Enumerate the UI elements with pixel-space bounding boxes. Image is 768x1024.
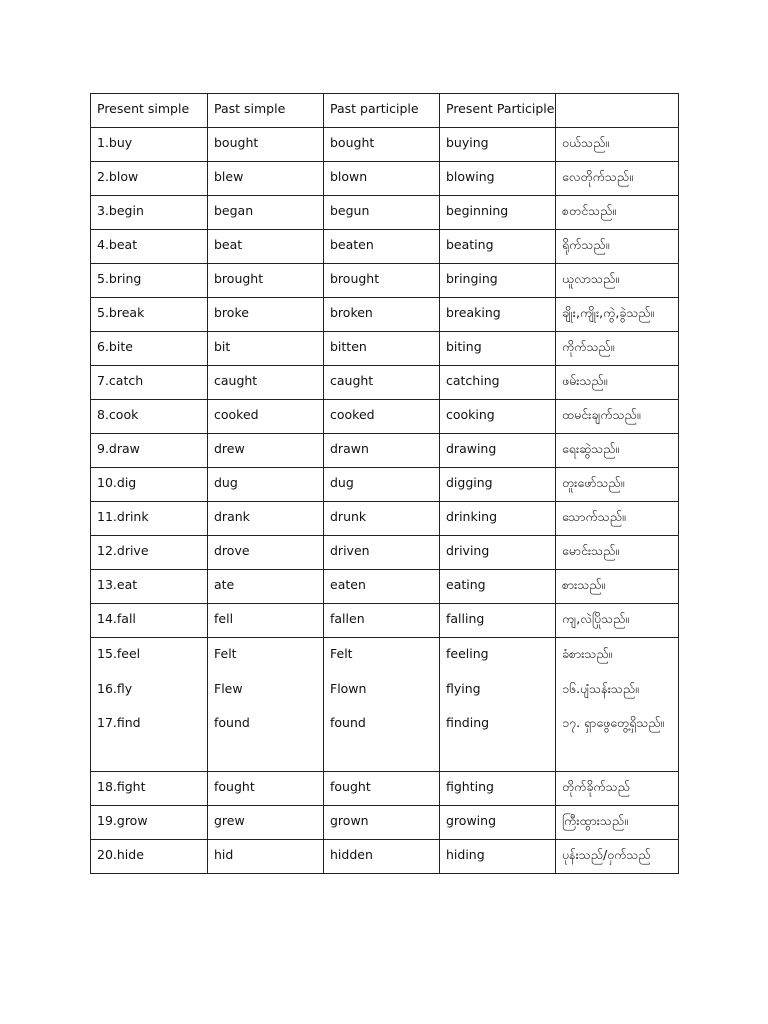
- cell-line: 16.fly: [97, 680, 133, 696]
- cell-past-participle: brought: [324, 264, 440, 298]
- cell-line: Flown: [330, 680, 367, 696]
- cell-past-participle: cooked: [324, 400, 440, 434]
- cell-present-participle: catching: [440, 366, 556, 400]
- cell-past-participle: [324, 638, 440, 772]
- cell-line: ၁၆.ပျံသန်းသည်။: [562, 680, 639, 696]
- cell-past-simple: bit: [208, 332, 324, 366]
- cell-past-simple: blew: [208, 162, 324, 196]
- cell-present-participle: bringing: [440, 264, 556, 298]
- cell-translation: ယူလာသည်။: [556, 264, 679, 298]
- cell-present-simple: 5.bring: [91, 264, 208, 298]
- table-row: [91, 298, 679, 332]
- table-row: [91, 502, 679, 536]
- cell-past-simple: dug: [208, 468, 324, 502]
- header-cell-translation: [556, 94, 679, 128]
- table-row: [91, 332, 679, 366]
- cell-line: ခံစားသည်။: [562, 646, 613, 661]
- cell-translation: ရိုက်သည်။: [556, 230, 679, 264]
- cell-present-simple: 9.draw: [91, 434, 208, 468]
- cell-translation: စတင်သည်။: [556, 196, 679, 230]
- cell-past-participle: bitten: [324, 332, 440, 366]
- cell-line: finding: [446, 715, 490, 730]
- cell-present-participle: drawing: [440, 434, 556, 468]
- cell-past-simple: drew: [208, 434, 324, 468]
- cell-present-participle: breaking: [440, 298, 556, 332]
- cell-translation: စားသည်။: [556, 570, 679, 604]
- cell-present-simple: 20.hide: [91, 840, 208, 874]
- cell-past-simple: brought: [208, 264, 324, 298]
- cell-present-participle: hiding: [440, 840, 556, 874]
- cell-line: feeling: [446, 646, 489, 661]
- cell-present-simple: 11.drink: [91, 502, 208, 536]
- cell-present-participle: blowing: [440, 162, 556, 196]
- cell-line: ၁၇. ရှာဖွေတွေ့ရှိသည်။: [562, 715, 665, 730]
- cell-translation: ဝယ်သည်။: [556, 128, 679, 162]
- cell-past-participle: fallen: [324, 604, 440, 638]
- table-row: [91, 162, 679, 196]
- table-row: [91, 230, 679, 264]
- header-cell-present-simple: Present simple: [91, 94, 208, 128]
- cell-present-participle: digging: [440, 468, 556, 502]
- cell-present-participle: beating: [440, 230, 556, 264]
- table-row: [91, 434, 679, 468]
- cell-present-simple: 18.fight: [91, 772, 208, 806]
- cell-past-participle: fought: [324, 772, 440, 806]
- cell-present-simple: 3.begin: [91, 196, 208, 230]
- table-row: [91, 196, 679, 230]
- cell-translation: လေတိုက်သည်။: [556, 162, 679, 196]
- cell-past-simple: bought: [208, 128, 324, 162]
- header-row: [91, 94, 679, 128]
- table-row: [91, 468, 679, 502]
- cell-present-participle: biting: [440, 332, 556, 366]
- table-row-merged: [91, 638, 679, 772]
- cell-present-simple: [91, 638, 208, 772]
- cell-past-simple: broke: [208, 298, 324, 332]
- cell-translation: ဖမ်းသည်။: [556, 366, 679, 400]
- cell-present-participle: fighting: [440, 772, 556, 806]
- cell-present-simple: 12.drive: [91, 536, 208, 570]
- cell-translation: တူးဖော်သည်။: [556, 468, 679, 502]
- cell-past-participle: blown: [324, 162, 440, 196]
- cell-past-simple: drank: [208, 502, 324, 536]
- table-row: [91, 264, 679, 298]
- cell-past-simple: grew: [208, 806, 324, 840]
- cell-present-simple: 1.buy: [91, 128, 208, 162]
- cell-past-participle: drunk: [324, 502, 440, 536]
- cell-translation: ချိုး,ကျိုး,ကွဲ,ခွဲသည်။: [556, 298, 679, 332]
- cell-past-participle: begun: [324, 196, 440, 230]
- cell-past-simple: fought: [208, 772, 324, 806]
- cell-line: found: [214, 715, 250, 730]
- cell-present-participle: beginning: [440, 196, 556, 230]
- cell-line: Felt: [214, 646, 237, 661]
- cell-past-simple: [208, 638, 324, 772]
- cell-present-simple: 13.eat: [91, 570, 208, 604]
- cell-present-simple: 7.catch: [91, 366, 208, 400]
- cell-past-simple: ate: [208, 570, 324, 604]
- cell-past-participle: driven: [324, 536, 440, 570]
- table-row: [91, 570, 679, 604]
- table-row: [91, 806, 679, 840]
- cell-past-participle: hidden: [324, 840, 440, 874]
- cell-present-simple: 5.break: [91, 298, 208, 332]
- cell-past-simple: drove: [208, 536, 324, 570]
- cell-translation: သောက်သည်။: [556, 502, 679, 536]
- cell-translation: တိုက်ခိုက်သည်: [556, 772, 679, 806]
- cell-present-simple: 8.cook: [91, 400, 208, 434]
- cell-past-simple: fell: [208, 604, 324, 638]
- header-cell-past-simple: Past simple: [208, 94, 324, 128]
- cell-present-simple: 6.bite: [91, 332, 208, 366]
- cell-present-participle: eating: [440, 570, 556, 604]
- cell-translation: ထမင်းချက်သည်။: [556, 400, 679, 434]
- cell-past-participle: drawn: [324, 434, 440, 468]
- cell-past-participle: eaten: [324, 570, 440, 604]
- cell-past-participle: grown: [324, 806, 440, 840]
- cell-past-participle: broken: [324, 298, 440, 332]
- cell-translation: ပုန်းသည်/ဝှက်သည်: [556, 840, 679, 874]
- table-row: [91, 840, 679, 874]
- cell-line: Felt: [330, 646, 353, 661]
- cell-past-participle: beaten: [324, 230, 440, 264]
- table-body: [91, 94, 679, 874]
- cell-present-simple: 2.blow: [91, 162, 208, 196]
- cell-line: flying: [446, 680, 481, 696]
- cell-translation: [556, 638, 679, 772]
- cell-past-simple: hid: [208, 840, 324, 874]
- table-row: [91, 604, 679, 638]
- cell-translation: မောင်းသည်။: [556, 536, 679, 570]
- cell-past-simple: beat: [208, 230, 324, 264]
- header-cell-past-participle: Past participle: [324, 94, 440, 128]
- cell-present-participle: [440, 638, 556, 772]
- header-cell-present-participle: Present Participle: [440, 94, 556, 128]
- cell-present-participle: driving: [440, 536, 556, 570]
- cell-present-simple: 14.fall: [91, 604, 208, 638]
- cell-present-participle: drinking: [440, 502, 556, 536]
- cell-line: 17.find: [97, 715, 141, 730]
- cell-present-participle: buying: [440, 128, 556, 162]
- table-row: [91, 128, 679, 162]
- cell-present-participle: falling: [440, 604, 556, 638]
- cell-past-simple: began: [208, 196, 324, 230]
- cell-past-participle: bought: [324, 128, 440, 162]
- cell-translation: ရေးဆွဲသည်။: [556, 434, 679, 468]
- cell-present-simple: 10.dig: [91, 468, 208, 502]
- cell-past-simple: caught: [208, 366, 324, 400]
- cell-past-simple: cooked: [208, 400, 324, 434]
- cell-translation: ကြီးထွားသည်။: [556, 806, 679, 840]
- table-row: [91, 366, 679, 400]
- verb-forms-table: [90, 93, 679, 874]
- cell-present-simple: 4.beat: [91, 230, 208, 264]
- table-row: [91, 536, 679, 570]
- table-row: [91, 400, 679, 434]
- cell-line: Flew: [214, 680, 243, 696]
- cell-present-participle: growing: [440, 806, 556, 840]
- cell-present-participle: cooking: [440, 400, 556, 434]
- cell-past-participle: caught: [324, 366, 440, 400]
- cell-translation: ကိုက်သည်။: [556, 332, 679, 366]
- cell-translation: ကျ,လဲပြိုသည်။: [556, 604, 679, 638]
- cell-present-simple: 19.grow: [91, 806, 208, 840]
- cell-past-participle: dug: [324, 468, 440, 502]
- cell-line: found: [330, 715, 366, 730]
- table-row: [91, 772, 679, 806]
- cell-line: 15.feel: [97, 646, 141, 661]
